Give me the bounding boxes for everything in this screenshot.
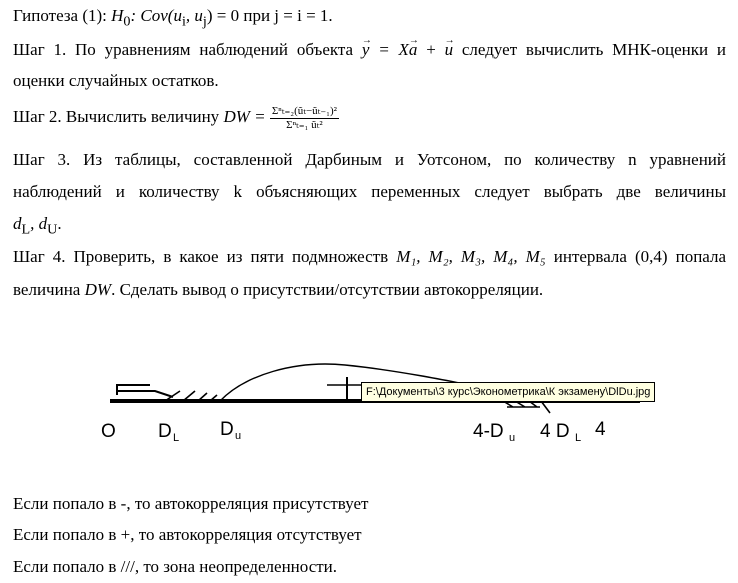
step1-eq-plus: +	[417, 40, 445, 59]
conclusion-uncertainty-zone: Если попало в ///, то зона неопределенности.	[13, 557, 338, 576]
label-zero: O	[101, 421, 116, 442]
hypothesis-cov: : Cov(u	[130, 6, 182, 25]
label-4-du: 4-D	[473, 421, 504, 442]
step1-text-a: Шаг 1. По уравнениям наблюдений объекта	[13, 40, 362, 59]
vector-y: y →	[362, 40, 370, 59]
label-four: 4	[595, 419, 606, 440]
vector-a: a →	[409, 40, 418, 59]
step3-line2: наблюдений и количеству k объясняющих переменных следует выбрать две величины	[13, 182, 726, 201]
hypothesis-comma: , u	[185, 6, 203, 25]
step3-du: , d	[30, 214, 48, 233]
label-du-sub: u	[235, 430, 242, 442]
vector-u: u →	[445, 40, 454, 59]
hypothesis-h: H	[111, 6, 124, 25]
step2-dw: DW =	[223, 107, 270, 126]
step2-line	[13, 103, 339, 132]
dw-fraction	[270, 105, 339, 132]
step4-line1	[13, 247, 726, 267]
hypothesis-ui-sub: i	[181, 13, 186, 30]
durbin-watson-diagram	[95, 355, 655, 455]
step2-text: Шаг 2. Вычислить величину	[13, 107, 224, 126]
hypothesis-uj-sub: j	[202, 13, 207, 30]
step3-du-sub: U	[47, 221, 58, 238]
file-path-tooltip: F:\Документы\3 курс\Эконометрика\К экзамену\DlDu.jpg	[361, 382, 655, 402]
step4-text-a: Шаг 4. Проверить, в какое из пяти подмножеств	[13, 247, 397, 266]
label-dl: D	[158, 421, 172, 442]
step1-eq-mid: = X	[369, 40, 409, 59]
step4-text-c: величина	[13, 280, 85, 299]
step4-line2	[13, 280, 543, 300]
step3-end: .	[57, 214, 62, 233]
step1-line1	[13, 40, 726, 60]
step4-dw: DW	[84, 280, 112, 299]
label-4-du-sub: u	[509, 432, 516, 444]
step1-text-b: следует вычислить МНК-оценки и	[453, 40, 727, 59]
label-4-dl-sub: L	[575, 432, 582, 444]
step3-line1: Шаг 3. Из таблицы, составленной Дарбиным и Уотсоном, по количеству n уравнений	[13, 150, 726, 169]
step3-line3	[13, 214, 62, 239]
label-du: D	[220, 419, 234, 440]
dw-numerator: Σⁿₜ₌₂(ũₜ−ũₜ₋₁)²	[271, 104, 337, 117]
dw-denominator: Σⁿₜ₌₁ ũₜ²	[286, 118, 323, 131]
label-dl-sub: L	[173, 432, 180, 444]
hypothesis-tail: ) = 0 при j = i = 1.	[206, 6, 333, 25]
hypothesis-h-sub: 0	[123, 13, 131, 30]
step4-text-b: интервала (0,4) попала	[545, 247, 727, 266]
conclusion-autocorrelation-present: Если попало в -, то автокорреляция присутствует	[13, 494, 369, 513]
conclusion-autocorrelation-absent: Если попало в +, то автокорреляция отсутствует	[13, 525, 362, 544]
step4-sets: M₁, M₂, M₃, M₄, M₅	[396, 247, 546, 266]
step4-text-d: . Сделать вывод о присутствии/отсутствии автокорреляции.	[111, 280, 544, 299]
step1-line2: оценки случайных остатков.	[13, 71, 219, 90]
hypothesis-line	[13, 6, 333, 31]
step3-dl: d	[13, 214, 22, 233]
label-4-dl: 4 D	[540, 421, 570, 442]
step3-dl-sub: L	[21, 221, 31, 238]
minus-zone-marks	[117, 391, 173, 397]
hypothesis-prefix: Гипотеза (1):	[13, 6, 112, 25]
